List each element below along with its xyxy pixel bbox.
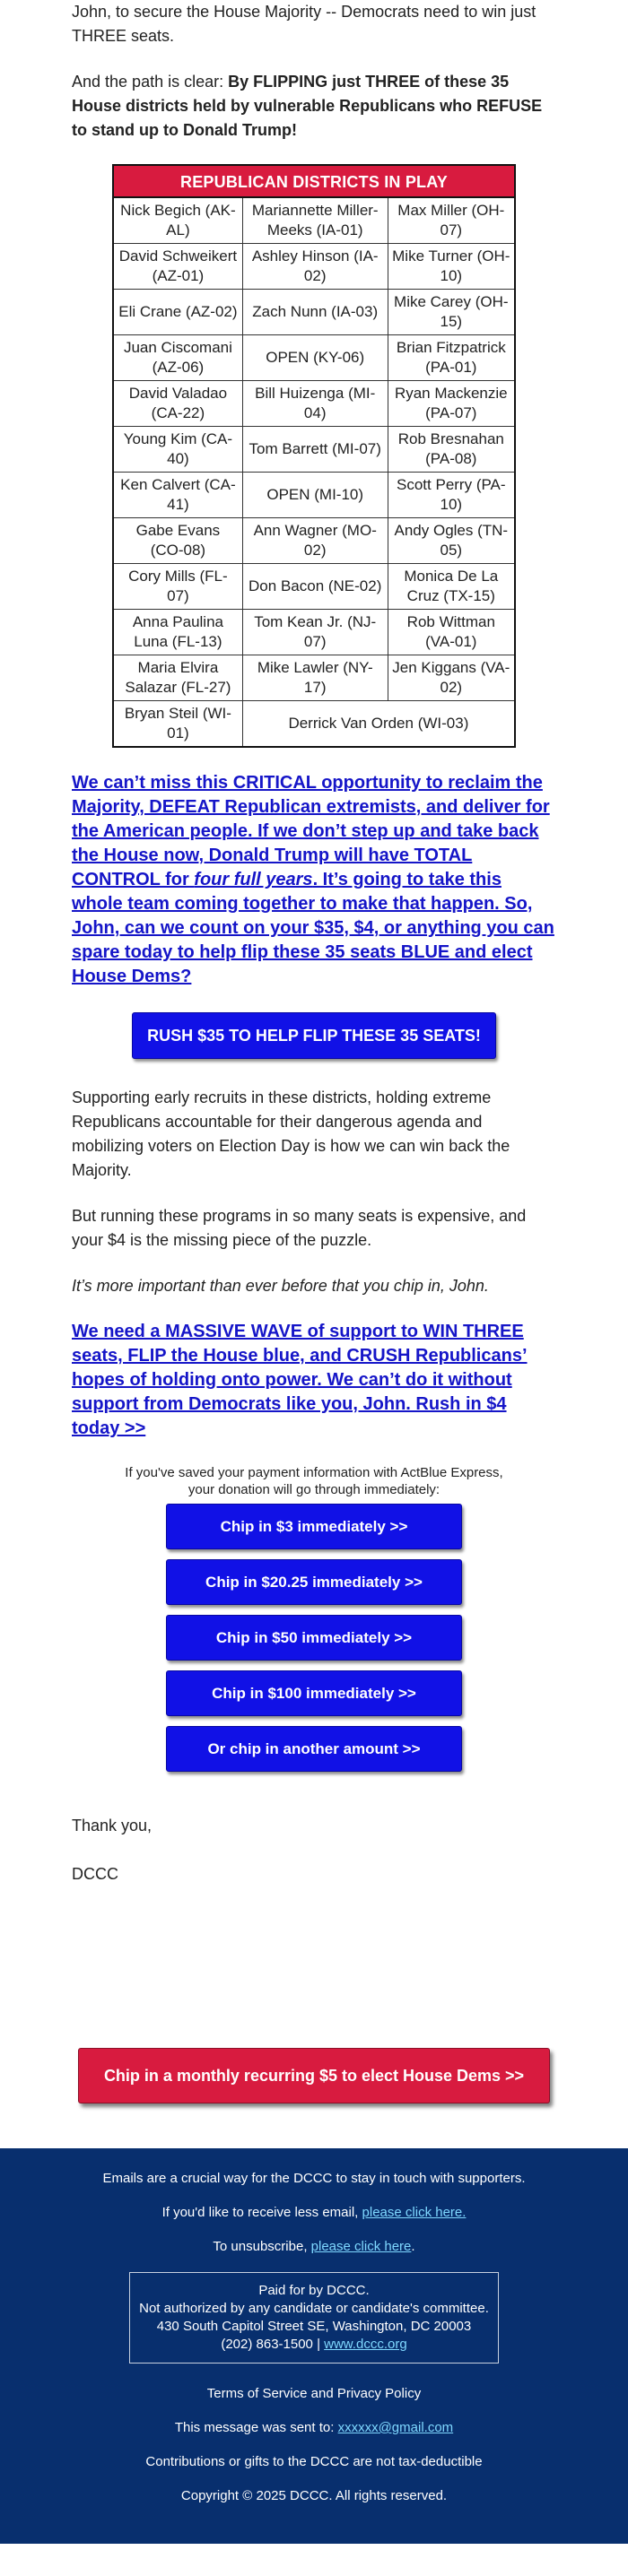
chip-20-25-button[interactable]: Chip in $20.25 immediately >> [166, 1559, 462, 1605]
table-cell: Bill Huizenga (MI-04) [242, 381, 388, 427]
rush-35-button[interactable]: RUSH $35 TO HELP FLIP THESE 35 SEATS! [132, 1012, 496, 1059]
table-cell: Maria Elvira Salazar (FL-27) [113, 655, 242, 701]
footer-unsubscribe [36, 2238, 592, 2255]
table-cell: Don Bacon (NE-02) [242, 564, 388, 610]
table-cell: Mike Carey (OH-15) [388, 290, 515, 335]
body-paragraph-italic: It’s more important than ever before that you chip in, John. [72, 1277, 489, 1295]
table-cell: David Valadao (CA-22) [113, 381, 242, 427]
table-cell: Tom Barrett (MI-07) [242, 427, 388, 473]
signoff-block [0, 1815, 628, 1885]
paid-line: Paid for by DCCC. [258, 2283, 370, 2298]
districts-table-body [113, 197, 515, 747]
donate-link-paragraph-1[interactable] [72, 771, 556, 989]
link-text[interactable]: We can’t miss this CRITICAL opportunity to reclaim the Majority, DEFEAT Republican extremists, and deliver for the American people. If we don’t step up and take back the House now, Donald Trump will have TOTAL CONTROL for [72, 773, 550, 889]
footer-sent-to [36, 2419, 592, 2436]
table-cell: Zach Nunn (IA-03) [242, 290, 388, 335]
table-cell: Nick Begich (AK-AL) [113, 197, 242, 244]
chip-other-amount-button[interactable]: Or chip in another amount >> [166, 1726, 462, 1772]
footer-text: To unsubscribe, [213, 2239, 311, 2254]
table-cell: Eli Crane (AZ-02) [113, 290, 242, 335]
express-button-stack [0, 1504, 628, 1772]
body-paragraph: Supporting early recruits in these districts, holding extreme Republicans accountable for their dangerous agenda and mobilizing voters on Election Day is how we can win back the Majority. [72, 1089, 510, 1179]
table-cell: OPEN (MI-10) [242, 473, 388, 518]
recipient-email-link[interactable]: xxxxxx@gmail.com [337, 2420, 454, 2435]
path-paragraph [72, 70, 556, 143]
table-row [113, 197, 515, 244]
monthly-recurring-button[interactable]: Chip in a monthly recurring $5 to elect House Dems >> [78, 2048, 550, 2103]
table-cell: Tom Kean Jr. (NJ-07) [242, 610, 388, 655]
table-cell: Ann Wagner (MO-02) [242, 518, 388, 564]
paid-line: 430 South Capitol Street SE, Washington, DC 20003 [156, 2319, 472, 2334]
signoff-org: DCCC [72, 1865, 118, 1883]
chip-100-button[interactable]: Chip in $100 immediately >> [166, 1670, 462, 1716]
table-row [113, 290, 515, 335]
table-row [113, 335, 515, 381]
terms-link[interactable]: Terms of Service and Privacy Policy [206, 2386, 422, 2401]
express-note-line: If you've saved your payment information with ActBlue Express, [125, 1465, 503, 1480]
paid-for-box [129, 2272, 499, 2364]
footer-line: Emails are a crucial way for the DCCC to stay in touch with supporters. [102, 2171, 526, 2186]
paid-line [137, 2336, 491, 2354]
table-row [113, 564, 515, 610]
table-row [113, 610, 515, 655]
table-cell: Mike Turner (OH-10) [388, 244, 515, 290]
table-cell: Monica De La Cruz (TX-15) [388, 564, 515, 610]
signoff-thanks: Thank you, [72, 1817, 153, 1834]
table-cell: Derrick Van Orden (WI-03) [242, 701, 515, 748]
table-row [113, 655, 515, 701]
path-bold: By FLIPPING just THREE of these 35 House districts held by vulnerable Republicans who REFUSE to stand up to Donald Trump! [72, 73, 543, 139]
body-paragraph: But running these programs in so many seats is expensive, and your $4 is the missing piece of the puzzle. [72, 1207, 527, 1249]
link-text[interactable]: . It’s going to take this whole team coming together to make that happen. So, John, can we count on your $35, $4, or anything you can spare today to help flip these 35 seats BLUE and elect House Dems? [72, 870, 554, 986]
table-cell: Andy Ogles (TN-05) [388, 518, 515, 564]
table-row [113, 473, 515, 518]
actblue-express-note [0, 1464, 628, 1498]
footer-text: . [411, 2239, 415, 2254]
footer-tax-note: Contributions or gifts to the DCCC are not tax-deductible [145, 2454, 483, 2469]
footer-text: If you'd like to receive less email, [161, 2205, 362, 2220]
districts-table [112, 164, 516, 748]
chip-50-button[interactable]: Chip in $50 immediately >> [166, 1615, 462, 1661]
email-footer [0, 2148, 628, 2544]
dccc-site-link[interactable]: www.dccc.org [324, 2337, 407, 2352]
table-cell: Rob Bresnahan (PA-08) [388, 427, 515, 473]
link-italic-text[interactable]: four full years [194, 870, 313, 889]
intro-line: John, to secure the House Majority -- Democrats need to win just THREE seats. [72, 3, 536, 45]
table-cell: Max Miller (OH-07) [388, 197, 515, 244]
table-cell: Jen Kiggans (VA-02) [388, 655, 515, 701]
donate-link-paragraph-2[interactable]: We need a MASSIVE WAVE of support to WIN THREE seats, FLIP the House blue, and CRUSH Republicans’ hopes of holding onto power. We can’t do it without support from Democrats like you, John. Rush in $4 today >> [72, 1322, 528, 1438]
table-cell: Young Kim (CA-40) [113, 427, 242, 473]
districts-table-header: REPUBLICAN DISTRICTS IN PLAY [113, 165, 515, 197]
footer-copyright: Copyright © 2025 DCCC. All rights reserved. [180, 2488, 448, 2503]
table-cell: Ashley Hinson (IA-02) [242, 244, 388, 290]
unsubscribe-link[interactable]: please click here [310, 2239, 412, 2254]
path-lead: And the path is clear: [72, 73, 229, 91]
table-row [113, 427, 515, 473]
less-email-link[interactable]: please click here. [362, 2205, 467, 2220]
table-cell: Mike Lawler (NY-17) [242, 655, 388, 701]
table-cell: OPEN (KY-06) [242, 335, 388, 381]
table-cell: Cory Mills (FL-07) [113, 564, 242, 610]
monthly-button-wrap [0, 2048, 628, 2103]
paid-phone: (202) 863-1500 | [221, 2337, 325, 2352]
footer-less-email [36, 2204, 592, 2221]
districts-table-wrap [72, 164, 556, 748]
cta-35-wrap [72, 1012, 556, 1059]
table-cell: Juan Ciscomani (AZ-06) [113, 335, 242, 381]
table-row [113, 701, 515, 748]
table-cell: Brian Fitzpatrick (PA-01) [388, 335, 515, 381]
express-note-line: your donation will go through immediately: [188, 1482, 440, 1497]
table-cell: Scott Perry (PA-10) [388, 473, 515, 518]
table-cell: Bryan Steil (WI-01) [113, 701, 242, 748]
table-cell: Ryan Mackenzie (PA-07) [388, 381, 515, 427]
paid-line: Not authorized by any candidate or candidate's committee. [139, 2301, 489, 2316]
table-row [113, 518, 515, 564]
footer-text: This message was sent to: [174, 2420, 338, 2435]
table-row [113, 381, 515, 427]
table-cell: Gabe Evans (CO-08) [113, 518, 242, 564]
chip-3-button[interactable]: Chip in $3 immediately >> [166, 1504, 462, 1549]
table-cell: David Schweikert (AZ-01) [113, 244, 242, 290]
table-cell: Mariannette Miller-Meeks (IA-01) [242, 197, 388, 244]
table-cell: Rob Wittman (VA-01) [388, 610, 515, 655]
table-cell: Ken Calvert (CA-41) [113, 473, 242, 518]
table-row [113, 244, 515, 290]
table-cell: Anna Paulina Luna (FL-13) [113, 610, 242, 655]
